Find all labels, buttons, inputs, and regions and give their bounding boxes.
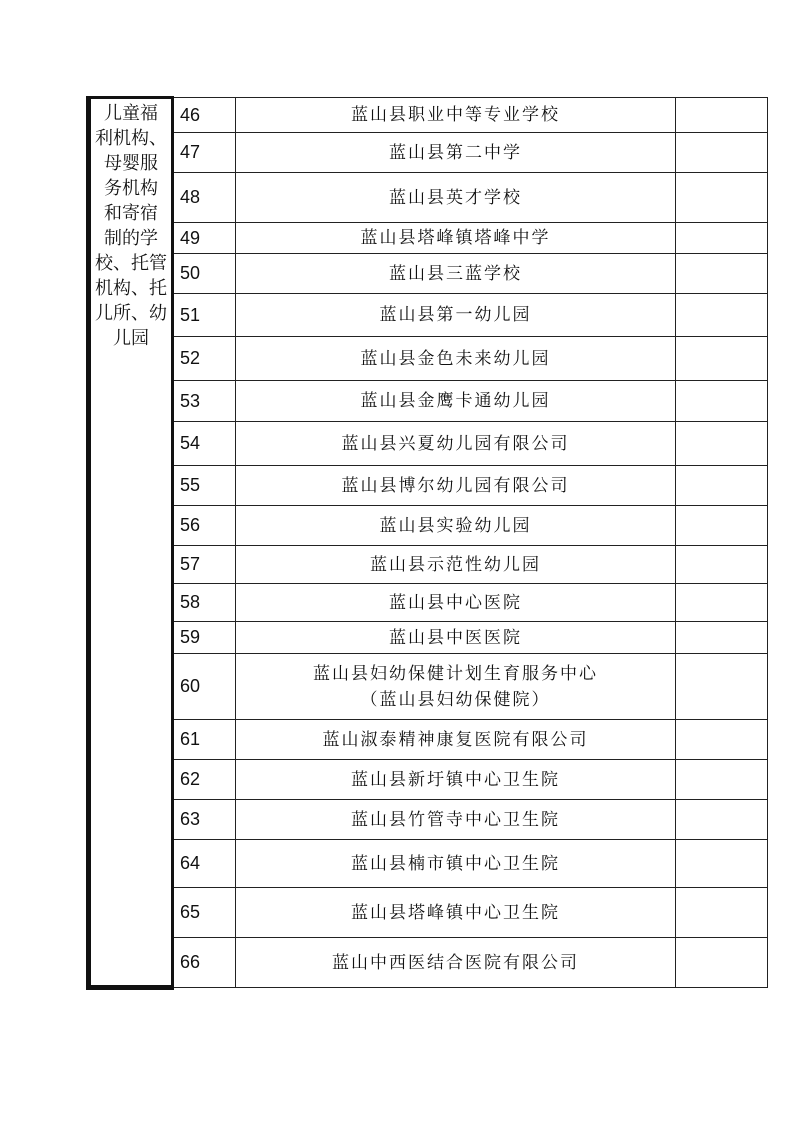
institution-name-line: 蓝山县示范性幼儿园 xyxy=(370,554,541,575)
institution-name-line: 蓝山县博尔幼儿园有限公司 xyxy=(341,475,570,496)
category-line: 儿所、幼 xyxy=(95,303,167,324)
institution-name-line: 蓝山县第一幼儿园 xyxy=(379,305,532,325)
remarks-cell xyxy=(676,422,768,466)
remarks-cell xyxy=(676,622,768,654)
table-row xyxy=(89,223,768,254)
institution-name-line: 蓝山县职业中等专业学校 xyxy=(351,105,560,125)
row-number: 52 xyxy=(173,337,236,381)
table-row xyxy=(89,760,768,800)
institution-name xyxy=(236,622,676,654)
table-row xyxy=(89,800,768,840)
institution-name xyxy=(236,294,676,337)
institution-name-line: 蓝山淑泰精神康复医院有限公司 xyxy=(322,729,589,750)
facility-table xyxy=(86,96,768,990)
table-row xyxy=(89,133,768,173)
institution-name-line: 蓝山县楠市镇中心卫生院 xyxy=(351,853,560,874)
institution-name-line: （蓝山县妇幼保健院） xyxy=(360,689,551,710)
institution-name xyxy=(236,98,676,133)
remarks-cell xyxy=(676,337,768,381)
table-row xyxy=(89,654,768,720)
row-number: 53 xyxy=(173,381,236,422)
row-number: 63 xyxy=(173,800,236,840)
institution-name-line: 蓝山县金鹰卡通幼儿园 xyxy=(360,391,551,411)
row-number: 64 xyxy=(173,840,236,888)
institution-name-line: 蓝山县新圩镇中心卫生院 xyxy=(351,769,560,790)
row-number: 60 xyxy=(173,654,236,720)
table-row xyxy=(89,381,768,422)
row-number: 46 xyxy=(173,98,236,133)
institution-name xyxy=(236,254,676,294)
institution-name xyxy=(236,654,676,720)
institution-name xyxy=(236,840,676,888)
institution-name-line: 蓝山县三蓝学校 xyxy=(389,263,522,284)
category-line: 儿童福 xyxy=(104,103,158,124)
institution-name-line: 蓝山县金色未来幼儿园 xyxy=(360,348,551,369)
row-number: 51 xyxy=(173,294,236,337)
table-row xyxy=(89,173,768,223)
category-line: 儿园 xyxy=(113,328,149,349)
row-number: 55 xyxy=(173,466,236,506)
table-row xyxy=(89,622,768,654)
institution-name xyxy=(236,422,676,466)
remarks-cell xyxy=(676,223,768,254)
table-row xyxy=(89,294,768,337)
table-row xyxy=(89,720,768,760)
institution-name xyxy=(236,337,676,381)
remarks-cell xyxy=(676,760,768,800)
institution-name-line: 蓝山县竹管寺中心卫生院 xyxy=(351,809,560,830)
remarks-cell xyxy=(676,546,768,584)
institution-name xyxy=(236,381,676,422)
category-line: 务机构 xyxy=(104,178,158,199)
table-row xyxy=(89,98,768,133)
row-number: 57 xyxy=(173,546,236,584)
category-line: 母婴服 xyxy=(104,153,158,174)
remarks-cell xyxy=(676,584,768,622)
institution-name-line: 蓝山县英才学校 xyxy=(389,187,522,208)
category-cell xyxy=(89,98,173,988)
row-number: 62 xyxy=(173,760,236,800)
table-row xyxy=(89,938,768,988)
institution-name-line: 蓝山县实验幼儿园 xyxy=(379,515,532,536)
remarks-cell xyxy=(676,938,768,988)
institution-name xyxy=(236,466,676,506)
remarks-cell xyxy=(676,381,768,422)
table-body xyxy=(89,98,768,988)
institution-name xyxy=(236,760,676,800)
row-number: 48 xyxy=(173,173,236,223)
category-line: 和寄宿 xyxy=(104,203,158,224)
table-row xyxy=(89,506,768,546)
remarks-cell xyxy=(676,173,768,223)
category-line: 制的学 xyxy=(104,228,158,249)
remarks-cell xyxy=(676,654,768,720)
row-number: 66 xyxy=(173,938,236,988)
institution-name-line: 蓝山县塔峰镇中心卫生院 xyxy=(351,902,560,923)
row-number: 50 xyxy=(173,254,236,294)
row-number: 47 xyxy=(173,133,236,173)
table-row xyxy=(89,466,768,506)
institution-name xyxy=(236,584,676,622)
table-row xyxy=(89,840,768,888)
institution-name-line: 蓝山县中心医院 xyxy=(389,592,522,613)
category-line: 校、托管 xyxy=(95,253,167,274)
institution-name-line: 蓝山县塔峰镇塔峰中学 xyxy=(360,228,551,248)
institution-name xyxy=(236,888,676,938)
remarks-cell xyxy=(676,133,768,173)
table-row xyxy=(89,422,768,466)
institution-name xyxy=(236,720,676,760)
row-number: 49 xyxy=(173,223,236,254)
row-number: 59 xyxy=(173,622,236,654)
remarks-cell xyxy=(676,294,768,337)
remarks-cell xyxy=(676,254,768,294)
institution-name xyxy=(236,546,676,584)
remarks-cell xyxy=(676,720,768,760)
remarks-cell xyxy=(676,888,768,938)
institution-name xyxy=(236,173,676,223)
table-row xyxy=(89,546,768,584)
remarks-cell xyxy=(676,840,768,888)
institution-name-line: 蓝山县妇幼保健计划生育服务中心 xyxy=(313,663,598,684)
remarks-cell xyxy=(676,98,768,133)
remarks-cell xyxy=(676,506,768,546)
table-row xyxy=(89,888,768,938)
remarks-cell xyxy=(676,800,768,840)
remarks-cell xyxy=(676,466,768,506)
institution-name-line: 蓝山中西医结合医院有限公司 xyxy=(332,952,579,973)
row-number: 56 xyxy=(173,506,236,546)
institution-name xyxy=(236,223,676,254)
row-number: 65 xyxy=(173,888,236,938)
category-line: 利机构、 xyxy=(95,128,167,149)
institution-name xyxy=(236,506,676,546)
institution-name xyxy=(236,800,676,840)
institution-name-line: 蓝山县第二中学 xyxy=(389,142,522,163)
table-row xyxy=(89,337,768,381)
institution-name-line: 蓝山县中医医院 xyxy=(389,627,522,648)
table-row xyxy=(89,254,768,294)
row-number: 58 xyxy=(173,584,236,622)
row-number: 61 xyxy=(173,720,236,760)
institution-name xyxy=(236,133,676,173)
table-row xyxy=(89,584,768,622)
institution-name-line: 蓝山县兴夏幼儿园有限公司 xyxy=(341,433,570,454)
row-number: 54 xyxy=(173,422,236,466)
institution-name xyxy=(236,938,676,988)
category-line: 机构、托 xyxy=(95,278,167,299)
